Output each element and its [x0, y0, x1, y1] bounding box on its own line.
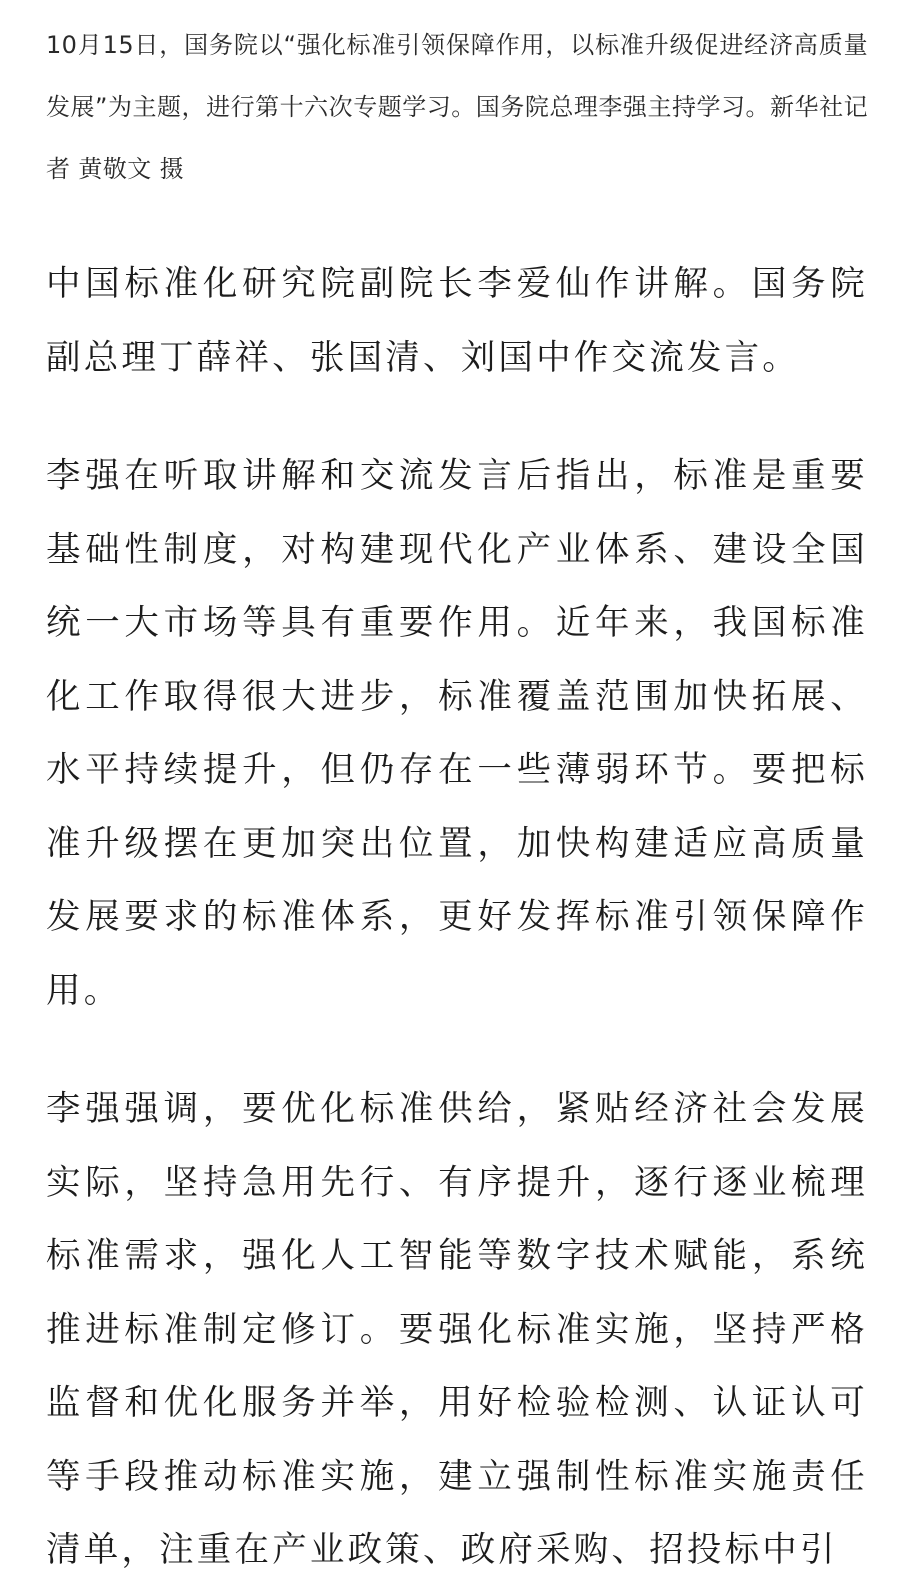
- article-body: [46, 14, 868, 1588]
- article-paragraph: 李强在听取讲解和交流发言后指出，标准是重要基础性制度，对构建现代化产业体系、建设全国统一大市场等具有重要作用。近年来，我国标准化工作取得很大进步，标准覆盖范围加快拓展、水平持续提升，但仍存在一些薄弱环节。要把标准升级摆在更加突出位置，加快构建适应高质量发展要求的标准体系，更好发挥标准引领保障作用。: [46, 456, 868, 1011]
- photo-caption: 10月15日，国务院以“强化标准引领保障作用，以标准升级促进经济高质量发展”为主题，进行第十六次专题学习。国务院总理李强主持学习。新华社记者 黄敬文 摄: [46, 31, 868, 183]
- article-paragraph: 中国标准化研究院副院长李爱仙作讲解。国务院副总理丁薛祥、张国清、刘国中作交流发言。: [46, 264, 868, 378]
- article-paragraph: 李强强调，要优化标准供给，紧贴经济社会发展实际，坚持急用先行、有序提升，逐行逐业梳理标准需求，强化人工智能等数字技术赋能，系统推进标准制定修订。要强化标准实施，坚持严格监督和优化服务并举，用好检验检测、认证认可等手段推动标准实施，建立强制性标准实施责任清单，注重在产业政策、政府采购、招投标中引: [46, 1089, 868, 1570]
